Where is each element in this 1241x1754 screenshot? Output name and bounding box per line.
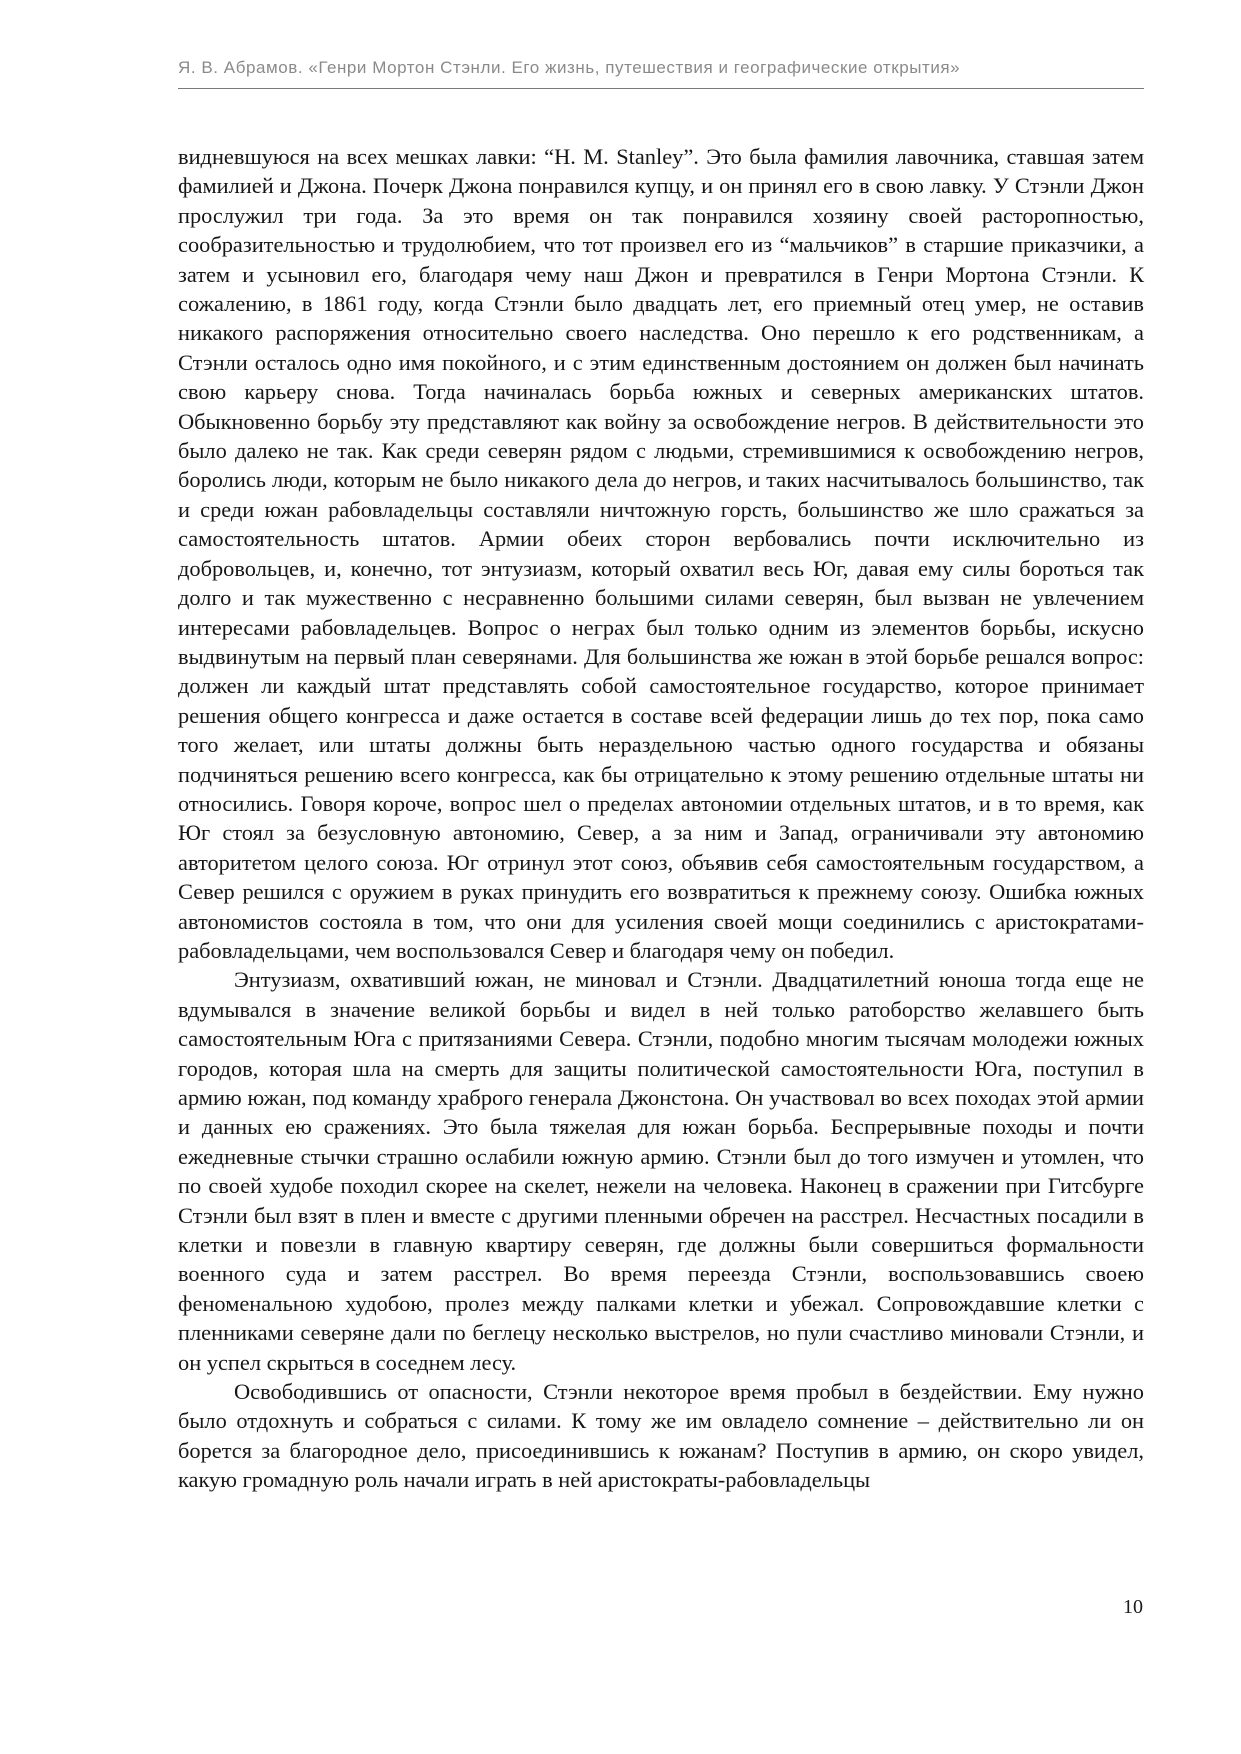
paragraph-continued: видневшуюся на всех мешках лавки: “H. M. Stanley”. Это была фамилия лавочника, ставшая затем фамилией и Джона. Почерк Джона понравился купцу, и он принял его в свою лавку. У Стэнли Джон прослужил три года. За это время он так понравился хозяину своей расторопностью, сообразительностью и трудолюбием, что тот произвел его из “мальчиков” в старшие приказчики, а затем и усыновил его, благодаря чему наш Джон и превратился в Генри Мортона Стэнли. К сожалению, в 1861 году, когда Стэнли было двадцать лет, его приемный отец умер, не оставив никакого распоряжения относительно своего наследства. Оно перешло к его родственникам, а Стэнли осталось одно имя покойного, и с этим единственным достоянием он должен был начинать свою карьеру снова. Тогда начиналась борьба южных и северных американских штатов. Обыкновенно борьбу эту представляют как войну за освобождение негров. В действительности это было далеко не так. Как среди северян рядом с людьми, стремившимися к освобождению негров, боролись люди, которым не было никакого дела до негров, и таких насчитывалось большинство, так и среди южан рабовладельцы составляли ничтожную горсть, большинство же шло сражаться за самостоятельность штатов. Армии обеих сторон вербовались почти исключительно из добровольцев, и, конечно, тот энтузиазм, который охватил весь Юг, давая ему силы бороться так долго и так мужественно с несравненно большими силами северян, был вызван не увлечением интересами рабовладельцев. Вопрос о неграх был только одним из элементов борьбы, искусно выдвинутым на первый план северянами. Для большинства же южан в этой борьбе решался вопрос: должен ли каждый штат представлять собой самостоятельное государство, которое принимает решения общего конгресса и даже остается в составе всей федерации лишь до тех пор, пока само того желает, или штаты должны быть нераздельною частью одного государства и обязаны подчиняться решению всего конгресса, как бы отрицательно к этому решению отдельные штаты ни относились. Говоря короче, вопрос шел о пределах автономии отдельных штатов, и в то время, как Юг стоял за безусловную автономию, Север, а за ним и Запад, ограничивали эту автономию авторитетом целого союза. Юг отринул этот союз, объявив себя самостоятельным государством, а Север решился с оружием в руках принудить его возвратиться к прежнему союзу. Ошибка южных автономистов состояла в том, что они для усиления своей мощи соединились с аристократами-рабовладельцами, чем воспользовался Север и благодаря чему он победил. bbox=[178, 144, 1144, 963]
paragraph: Энтузиазм, охвативший южан, не миновал и Стэнли. Двадцатилетний юноша тогда еще не вдумывался в значение великой борьбы и видел в ней только ратоборство желавшего быть самостоятельным Юга с притязаниями Севера. Стэнли, подобно многим тысячам молодежи южных городов, которая шла на смерть для защиты политической самостоятельности Юга, поступил в армию южан, под команду храброго генерала Джонстона. Он участвовал во всех походах этой армии и данных ею сражениях. Это была тяжелая для южан борьба. Беспрерывные походы и почти ежедневные стычки страшно ослабили южную армию. Стэнли был до того измучен и утомлен, что по своей худобе походил скорее на скелет, нежели на человека. Наконец в сражении при Гитсбурге Стэнли был взят в плен и вместе с другими пленными обречен на расстрел. Несчастных посадили в клетки и повезли в главную квартиру северян, где должны были совершиться формальности военного суда и затем расстрел. Во время переезда Стэнли, воспользовавшись своею феноменальною худобою, пролез между палками клетки и убежал. Сопровождавшие клетки с пленниками северяне дали по беглецу несколько выстрелов, но пули счастливо миновали Стэнли, и он успел скрыться в соседнем лесу. bbox=[178, 967, 1144, 1375]
running-header bbox=[178, 56, 1144, 89]
paragraph: Освободившись от опасности, Стэнли некоторое время пробыл в бездействии. Ему нужно было отдохнуть и собраться с силами. К тому же им овладело сомнение – действительно ли он борется за благородное дело, присоединившись к южанам? Поступив в армию, он скоро увидел, какую громадную роль начали играть в ней аристократы-рабовладельцы bbox=[178, 1379, 1144, 1493]
page-number: 10 bbox=[1123, 1596, 1143, 1618]
running-title: Я. В. Абрамов. «Генри Мортон Стэнли. Его жизнь, путешествия и географические открытия» bbox=[178, 58, 961, 77]
page-body bbox=[178, 142, 1144, 1495]
